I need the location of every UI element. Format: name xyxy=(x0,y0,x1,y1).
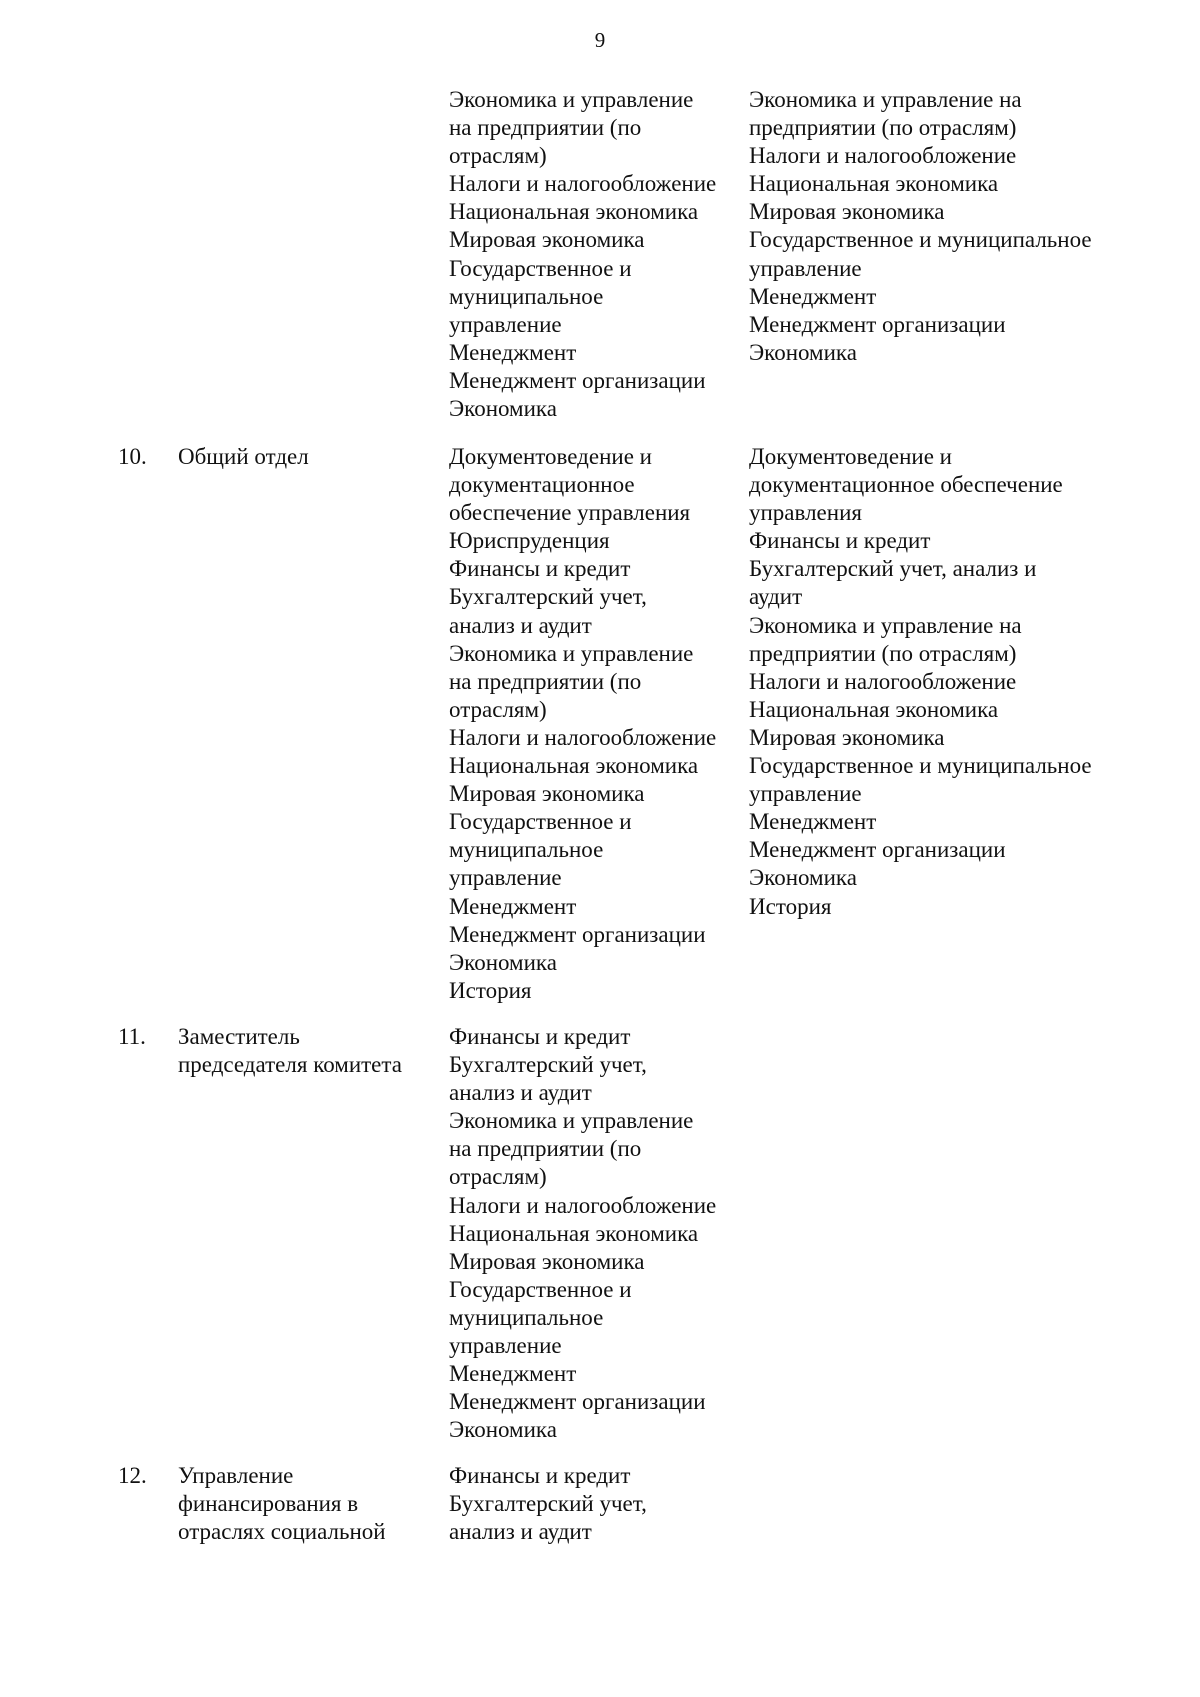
page-number: 9 xyxy=(594,28,606,52)
organization-name: Общий отдел xyxy=(178,444,309,469)
row-number: 11. xyxy=(118,1024,146,1049)
organization-name: Управление финансирования в отраслях социальной xyxy=(178,1463,386,1545)
organization-name: Заместитель председателя комитета xyxy=(178,1024,402,1078)
row-number: 12. xyxy=(118,1463,147,1488)
specialties-column-1: Экономика и управление на предприятии (по отраслям) Налоги и налогообложение Национальная экономика Мировая экономика Государственное и муниципальное управление Менеджмент Менеджмент организации Экономика xyxy=(449,87,717,422)
specialties-column-1: Финансы и кредит Бухгалтерский учет, анализ и аудит xyxy=(449,1463,647,1545)
row-number: 10. xyxy=(118,444,147,469)
specialties-column-1: Документоведение и документационное обеспечение управления Юриспруденция Финансы и кредит Бухгалтерский учет, анализ и аудит Экономика и управление на предприятии (по отраслям) Налоги и налогообложение Национальная экономика Мировая экономика Государственное и муниципальное управление Менеджмент Менеджмент организации Экономика История xyxy=(449,444,717,1003)
specialties-column-1: Финансы и кредит Бухгалтерский учет, анализ и аудит Экономика и управление на предприятии (по отраслям) Налоги и налогообложение Национальная экономика Мировая экономика Государственное и муниципальное управление Менеджмент Менеджмент организации Экономика xyxy=(449,1024,717,1443)
specialties-column-2: Экономика и управление на предприятии (по отраслям) Налоги и налогообложение Национальная экономика Мировая экономика Государственное и муниципальное управление Менеджмент Менеджмент организации Экономика xyxy=(749,87,1092,365)
specialties-column-2: Документоведение и документационное обеспечение управления Финансы и кредит Бухгалтерский учет, анализ и аудит Экономика и управление на предприятии (по отраслям) Налоги и налогообложение Национальная экономика Мировая экономика Государственное и муниципальное управление Менеджмент Менеджмент организации Экономика История xyxy=(749,444,1092,919)
